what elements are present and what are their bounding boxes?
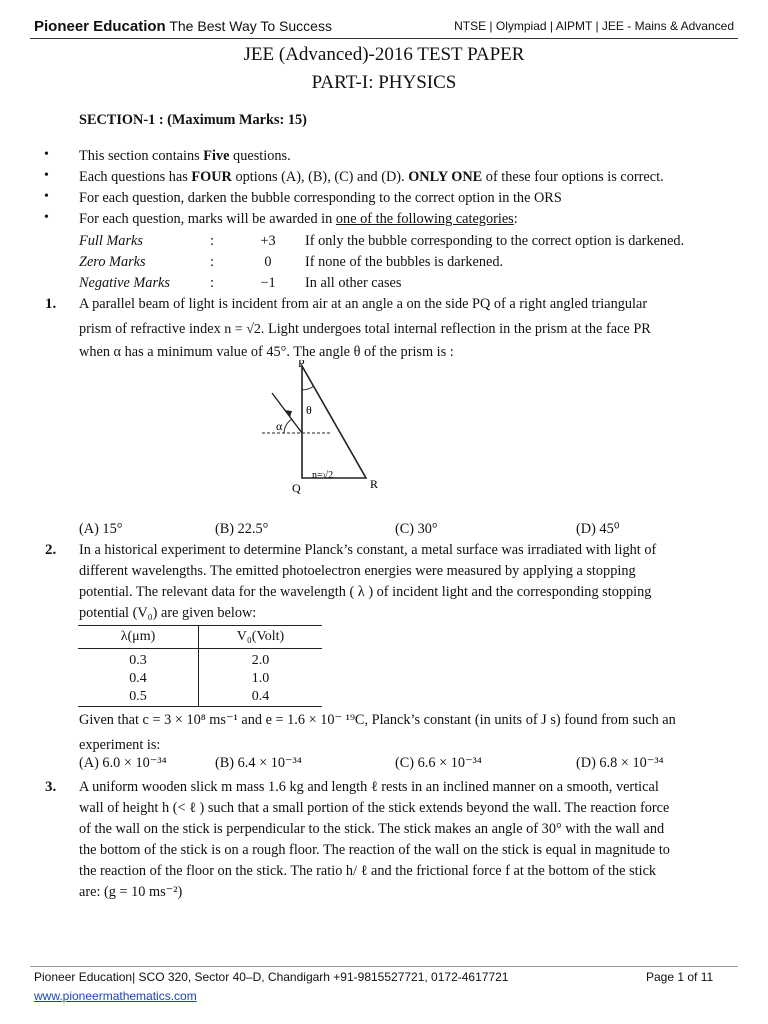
question-number: 1. bbox=[45, 296, 57, 312]
table-cell: 0.4 bbox=[78, 670, 199, 688]
label-index: n=√2 bbox=[312, 470, 334, 481]
q3-line: the bottom of the stick is on a rough floor. The reaction of the wall on the stick is equal in magnitude to bbox=[79, 842, 670, 858]
marks-label: Negative Marks bbox=[79, 275, 170, 291]
q2-line: different wavelengths. The emitted photoelectron energies were measured by applying a stopping bbox=[79, 563, 636, 579]
q1-line: prism of refractive index n = √2. Light undergoes total internal reflection in the prism at the face PR bbox=[79, 321, 651, 337]
brand-tagline: The Best Way To Success bbox=[169, 18, 332, 34]
marks-sep: : bbox=[210, 233, 214, 249]
marks-desc: In all other cases bbox=[305, 275, 402, 291]
marks-label: Zero Marks bbox=[79, 254, 146, 270]
label-alpha: α bbox=[276, 419, 283, 433]
label-r: R bbox=[370, 477, 379, 491]
table-cell: 0.4 bbox=[199, 688, 323, 707]
website-link[interactable]: www.pioneermathematics.com bbox=[34, 989, 197, 1003]
bullet-dot: • bbox=[44, 147, 49, 162]
q1-line: A parallel beam of light is incident from air at an angle a on the side PQ of a right angled triangular bbox=[79, 296, 648, 312]
q2-option-c: (C) 6.6 × 10⁻³⁴ bbox=[395, 755, 482, 771]
q3-line: wall of height h (< ℓ ) such that a small portion of the stick extends beyond the wall. The reaction force bbox=[79, 800, 670, 816]
table-cell: 2.0 bbox=[251, 653, 270, 668]
bullet-dot: • bbox=[44, 189, 49, 204]
theta-arc bbox=[302, 386, 314, 390]
page-subtitle: PART-I: PHYSICS bbox=[311, 72, 457, 93]
brand-name: Pioneer Education bbox=[34, 18, 166, 35]
table-cell: 1.0 bbox=[251, 671, 270, 686]
page-title: JEE (Advanced)-2016 TEST PAPER bbox=[243, 44, 525, 65]
q2-line: experiment is: bbox=[79, 737, 161, 753]
q2-option-b: (B) 6.4 × 10⁻³⁴ bbox=[215, 755, 302, 771]
q2-line: potential (V₀) are given below: bbox=[79, 605, 257, 621]
bullet-2: Each questions has FOUR options (A), (B), (C) and (D). ONLY ONE of these four options is correct. bbox=[79, 169, 664, 185]
q1-option-c: (C) 30° bbox=[395, 521, 438, 537]
question-number: 3. bbox=[45, 779, 57, 795]
marks-sep: : bbox=[210, 275, 214, 291]
label-theta: θ bbox=[306, 403, 312, 417]
prism-triangle bbox=[302, 366, 366, 478]
q2-line: potential. The relevant data for the wavelength ( λ ) of incident light and the corresponding stopping bbox=[79, 584, 652, 600]
q3-line: of the wall on the stick is perpendicular to the stick. The stick makes an angle of 30° with the wall and bbox=[79, 821, 665, 837]
header-divider bbox=[30, 38, 738, 39]
q1-option-b: (B) 22.5° bbox=[215, 521, 269, 537]
data-table bbox=[78, 625, 322, 707]
alpha-arc bbox=[284, 419, 292, 433]
q3-line: are: (g = 10 ms⁻²) bbox=[79, 884, 183, 900]
bullet-3: For each question, darken the bubble corresponding to the correct option in the ORS bbox=[79, 190, 562, 206]
table-cell: 0.3 bbox=[78, 649, 199, 671]
ray-arrow bbox=[284, 410, 292, 417]
q1-option-a: (A) 15° bbox=[79, 521, 123, 537]
footer-divider bbox=[30, 966, 738, 967]
table-header: V₀(Volt) bbox=[199, 626, 323, 649]
marks-value: 0 bbox=[264, 254, 272, 270]
page-number: Page 1 of 11 bbox=[646, 970, 714, 984]
header-exams: NTSE | Olympiad | AIPMT | JEE - Mains & Advanced bbox=[454, 19, 734, 33]
marks-value: +3 bbox=[260, 233, 276, 249]
q3-line: the reaction of the floor on the stick. The ratio h/ ℓ and the frictional force f at the bottom of the stick bbox=[79, 863, 657, 879]
q1-math: n = √2. bbox=[224, 322, 265, 337]
footer-address: Pioneer Education| SCO 320, Sector 40–D, Chandigarh +91-9815527721, 0172-4617721 bbox=[34, 970, 509, 984]
prism-diagram bbox=[262, 360, 392, 500]
bullet-dot: • bbox=[44, 168, 49, 183]
table-row bbox=[78, 688, 322, 707]
q2-option-d: (D) 6.8 × 10⁻³⁴ bbox=[576, 755, 664, 771]
header-brand-line bbox=[34, 18, 332, 35]
label-q: Q bbox=[292, 481, 301, 495]
label-p: P bbox=[298, 360, 305, 370]
table-header-row bbox=[78, 626, 322, 649]
q2-option-a: (A) 6.0 × 10⁻³⁴ bbox=[79, 755, 167, 771]
table-row bbox=[78, 670, 322, 688]
q1-line: when α has a minimum value of 45°. The angle θ of the prism is : bbox=[79, 344, 454, 360]
bullet-4: For each question, marks will be awarded in one of the following categories: bbox=[79, 211, 518, 227]
q2-line: Given that c = 3 × 10⁸ ms⁻¹ and e = 1.6 × 10⁻ ¹⁹C, Planck’s constant (in units of J s) found from such an bbox=[79, 712, 676, 728]
q1-option-d: (D) 45⁰ bbox=[576, 521, 620, 537]
marks-desc: If none of the bubbles is darkened. bbox=[305, 254, 504, 270]
marks-desc: If only the bubble corresponding to the correct option is darkened. bbox=[305, 233, 685, 249]
marks-value: −1 bbox=[260, 275, 276, 291]
bullet-dot: • bbox=[44, 210, 49, 225]
marks-label: Full Marks bbox=[79, 233, 143, 249]
bullet-1: This section contains Five questions. bbox=[79, 148, 291, 164]
question-number: 2. bbox=[45, 542, 57, 558]
table-cell: 0.5 bbox=[78, 688, 199, 707]
table-row bbox=[78, 649, 322, 671]
marks-sep: : bbox=[210, 254, 214, 270]
q2-line: In a historical experiment to determine Planck’s constant, a metal surface was irradiated with light of bbox=[79, 542, 657, 558]
q3-line: A uniform wooden slick m mass 1.6 kg and length ℓ rests in an inclined manner on a smooth, vertical bbox=[79, 779, 659, 795]
table-header: λ(μm) bbox=[78, 626, 199, 649]
section-heading: SECTION-1 : (Maximum Marks: 15) bbox=[79, 112, 307, 128]
